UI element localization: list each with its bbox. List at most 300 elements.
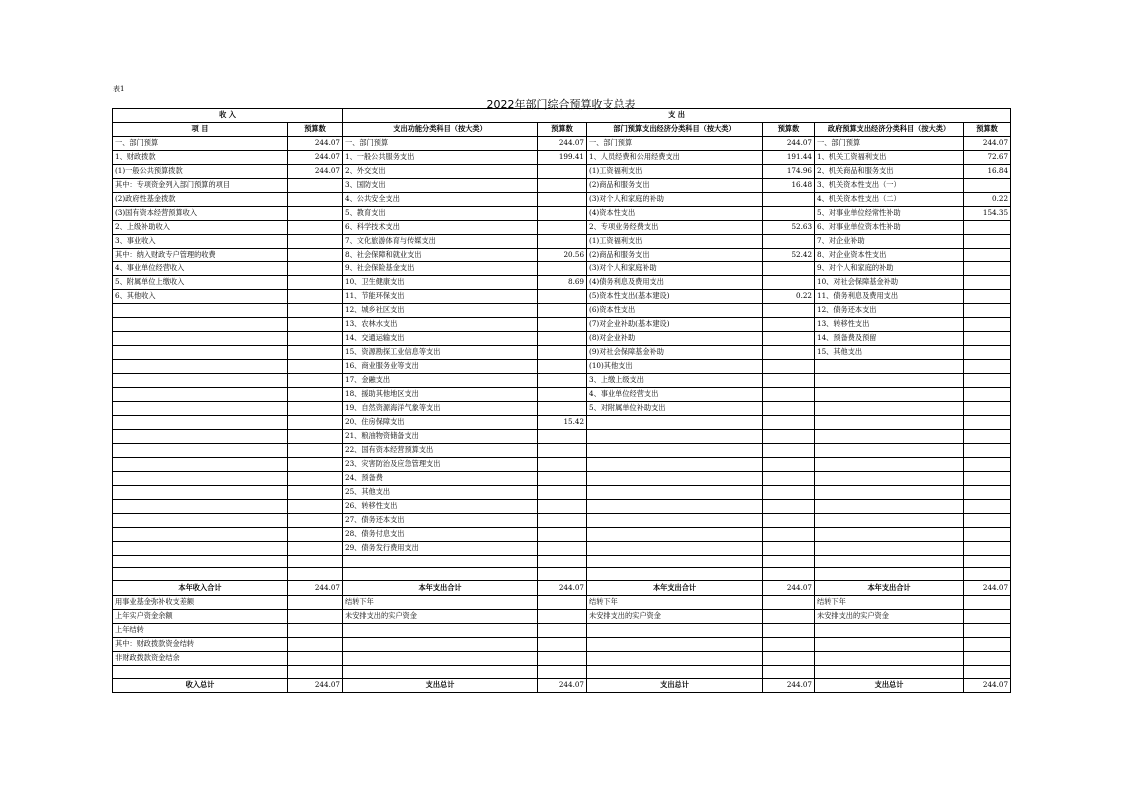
year-totals-row (113, 581, 1011, 596)
row-label-cell: (2)商品和服务支出 (587, 248, 763, 262)
row-label-cell: 5、教育支出 (343, 206, 538, 220)
row-label-cell (113, 388, 288, 402)
footer-value-cell (538, 595, 587, 609)
total-value-cell: 244.07 (763, 678, 815, 693)
row-label-cell: 13、农林水支出 (343, 318, 538, 332)
row-label-cell: 8、对企业资本性支出 (815, 248, 964, 262)
row-label-cell: (3)对个人和家庭补助 (587, 262, 763, 276)
table-row (113, 234, 1011, 248)
row-value-cell (538, 304, 587, 318)
row-value-cell (964, 429, 1011, 443)
footer-label-cell (343, 665, 538, 678)
table-row (113, 206, 1011, 220)
row-label-cell (587, 471, 763, 485)
row-label-cell: 10、卫生健康支出 (343, 276, 538, 290)
row-label-cell: 22、国有资本经营预算支出 (343, 443, 538, 457)
row-label-cell (587, 568, 763, 581)
row-value-cell (288, 388, 343, 402)
footer-label-cell (113, 665, 288, 678)
row-label-cell: 14、预备费及预留 (815, 332, 964, 346)
footer-label-cell: 上年实户资金余额 (113, 609, 288, 623)
row-value-cell: 15.42 (538, 415, 587, 429)
row-label-cell: (2)政府性基金拨款 (113, 192, 288, 206)
row-label-cell: 2、专项业务经费支出 (587, 220, 763, 234)
row-label-cell (113, 541, 288, 555)
footer-label-cell: 未安排支出的实户资金 (815, 609, 964, 623)
footer-label-cell (815, 623, 964, 637)
row-value-cell (964, 346, 1011, 360)
row-label-cell: 11、债务利息及费用支出 (815, 290, 964, 304)
row-value-cell (763, 206, 815, 220)
footer-label-cell (815, 651, 964, 665)
row-label-cell: 5、附属单位上缴收入 (113, 276, 288, 290)
row-value-cell: 244.07 (288, 164, 343, 178)
row-label-cell (815, 485, 964, 499)
row-value-cell (763, 513, 815, 527)
row-value-cell (964, 415, 1011, 429)
row-label-cell: 12、债务还本支出 (815, 304, 964, 318)
row-label-cell (815, 527, 964, 541)
row-value-cell (964, 276, 1011, 290)
row-label-cell: 11、节能环保支出 (343, 290, 538, 304)
table-row (113, 318, 1011, 332)
row-value-cell: 174.96 (763, 164, 815, 178)
row-label-cell: 1、机关工资福利支出 (815, 150, 964, 164)
table-row (113, 262, 1011, 276)
row-value-cell (964, 220, 1011, 234)
footer-label-cell (343, 651, 538, 665)
row-label-cell: (9)对社会保障基金补助 (587, 346, 763, 360)
footer-row (113, 637, 1011, 651)
row-label-cell (815, 429, 964, 443)
table-row (113, 388, 1011, 402)
row-value-cell: 154.35 (964, 206, 1011, 220)
footer-label-cell (587, 665, 763, 678)
footer-label-cell (343, 623, 538, 637)
row-value-cell (964, 304, 1011, 318)
row-label-cell: 25、其他支出 (343, 485, 538, 499)
footer-value-cell (538, 609, 587, 623)
row-value-cell (538, 178, 587, 192)
row-value-cell: 244.07 (288, 150, 343, 164)
footer-label-cell: 用事业基金弥补收支差额 (113, 595, 288, 609)
footer-value-cell (288, 651, 343, 665)
total-value-cell: 244.07 (964, 678, 1011, 693)
footer-value-cell (763, 665, 815, 678)
row-label-cell: 4、机关资本性支出（二） (815, 192, 964, 206)
table-row (113, 402, 1011, 416)
footer-value-cell (763, 637, 815, 651)
row-value-cell (538, 568, 587, 581)
row-label-cell (343, 568, 538, 581)
row-value-cell (538, 555, 587, 568)
total-label-cell: 支出总计 (587, 678, 763, 693)
row-label-cell (113, 318, 288, 332)
row-value-cell (964, 178, 1011, 192)
row-value-cell (538, 360, 587, 374)
row-label-cell (587, 415, 763, 429)
footer-value-cell (538, 651, 587, 665)
row-value-cell: 244.07 (964, 136, 1011, 150)
row-label-cell: 17、金融支出 (343, 374, 538, 388)
row-value-cell (964, 513, 1011, 527)
table-row (113, 471, 1011, 485)
row-label-cell: 19、自然资源海洋气象等支出 (343, 402, 538, 416)
row-label-cell (113, 471, 288, 485)
row-value-cell (763, 485, 815, 499)
row-value-cell: 16.48 (763, 178, 815, 192)
row-label-cell (113, 429, 288, 443)
row-value-cell: 244.07 (288, 136, 343, 150)
footer-value-cell (538, 637, 587, 651)
header-row-columns (113, 122, 1011, 136)
row-value-cell (288, 499, 343, 513)
row-value-cell (964, 471, 1011, 485)
total-label-cell: 本年支出合计 (815, 581, 964, 596)
row-label-cell: (1)工资福利支出 (587, 164, 763, 178)
footer-label-cell: 其中：财政拨款资金结转 (113, 637, 288, 651)
table-row (113, 164, 1011, 178)
table-row (113, 136, 1011, 150)
footer-value-cell (763, 623, 815, 637)
row-label-cell: (6)资本性支出 (587, 304, 763, 318)
row-label-cell: 15、其他支出 (815, 346, 964, 360)
row-label-cell (815, 513, 964, 527)
row-label-cell: 28、债务付息支出 (343, 527, 538, 541)
footer-row (113, 665, 1011, 678)
row-value-cell (288, 555, 343, 568)
row-label-cell (815, 457, 964, 471)
row-value-cell: 244.07 (763, 136, 815, 150)
row-label-cell (815, 402, 964, 416)
row-label-cell (815, 374, 964, 388)
row-label-cell (815, 360, 964, 374)
row-value-cell (288, 234, 343, 248)
row-value-cell (288, 332, 343, 346)
row-value-cell (964, 318, 1011, 332)
row-value-cell: 0.22 (763, 290, 815, 304)
row-value-cell (763, 541, 815, 555)
row-value-cell: 191.44 (763, 150, 815, 164)
row-label-cell: 2、上级补助收入 (113, 220, 288, 234)
row-label-cell (587, 513, 763, 527)
gov-economic-column-header: 政府预算支出经济分类科目（按大类） (815, 122, 964, 136)
row-label-cell: (3)国有资本经营预算收入 (113, 206, 288, 220)
row-value-cell (538, 402, 587, 416)
row-label-cell: 7、对企业补助 (815, 234, 964, 248)
footer-value-cell (288, 637, 343, 651)
row-label-cell (113, 499, 288, 513)
row-value-cell (538, 457, 587, 471)
table-row (113, 374, 1011, 388)
row-label-cell: 6、对事业单位资本性补助 (815, 220, 964, 234)
row-value-cell (538, 290, 587, 304)
table-row (113, 220, 1011, 234)
row-label-cell: 3、机关资本性支出（一） (815, 178, 964, 192)
budget-summary-table (112, 108, 1011, 693)
row-value-cell (288, 192, 343, 206)
footer-value-cell (288, 609, 343, 623)
row-label-cell: 3、上缴上级支出 (587, 374, 763, 388)
row-value-cell (288, 220, 343, 234)
footer-label-cell: 上年结转 (113, 623, 288, 637)
row-label-cell: 6、其他收入 (113, 290, 288, 304)
footer-row (113, 623, 1011, 637)
table-row (113, 178, 1011, 192)
row-value-cell (538, 527, 587, 541)
row-label-cell: 1、财政拨款 (113, 150, 288, 164)
row-value-cell (763, 415, 815, 429)
row-label-cell (113, 332, 288, 346)
row-value-cell (538, 164, 587, 178)
total-label-cell: 本年收入合计 (113, 581, 288, 596)
row-value-cell (763, 568, 815, 581)
total-value-cell: 244.07 (763, 581, 815, 596)
table-row (113, 429, 1011, 443)
row-label-cell (113, 513, 288, 527)
row-value-cell (288, 248, 343, 262)
row-value-cell (288, 443, 343, 457)
row-label-cell: 8、社会保障和就业支出 (343, 248, 538, 262)
row-value-cell (763, 429, 815, 443)
row-label-cell (815, 443, 964, 457)
row-label-cell: 10、对社会保障基金补助 (815, 276, 964, 290)
footer-value-cell (964, 623, 1011, 637)
row-value-cell (763, 471, 815, 485)
row-value-cell (763, 374, 815, 388)
row-value-cell (538, 220, 587, 234)
total-label-cell: 支出总计 (343, 678, 538, 693)
row-label-cell: 1、人员经费和公用经费支出 (587, 150, 763, 164)
row-label-cell: 2、外交支出 (343, 164, 538, 178)
table-row (113, 485, 1011, 499)
footer-value-cell (288, 595, 343, 609)
total-value-cell: 244.07 (288, 581, 343, 596)
row-label-cell (587, 457, 763, 471)
row-value-cell (288, 429, 343, 443)
row-value-cell (763, 262, 815, 276)
row-label-cell (587, 555, 763, 568)
row-value-cell (288, 471, 343, 485)
table-row (113, 360, 1011, 374)
row-value-cell (964, 499, 1011, 513)
row-value-cell (538, 485, 587, 499)
row-value-cell (763, 346, 815, 360)
table-row (113, 457, 1011, 471)
row-label-cell: 6、科学技术支出 (343, 220, 538, 234)
table-row (113, 568, 1011, 581)
row-value-cell (964, 485, 1011, 499)
row-label-cell (113, 443, 288, 457)
row-label-cell (113, 485, 288, 499)
row-value-cell: 244.07 (538, 136, 587, 150)
row-label-cell: 16、商业服务业等支出 (343, 360, 538, 374)
row-label-cell: 21、粮油物资储备支出 (343, 429, 538, 443)
footer-row (113, 595, 1011, 609)
row-label-cell: 其中：纳入财政专户管理的收费 (113, 248, 288, 262)
row-value-cell (288, 276, 343, 290)
footer-value-cell (538, 623, 587, 637)
row-label-cell (113, 346, 288, 360)
row-value-cell (763, 555, 815, 568)
row-label-cell (343, 555, 538, 568)
footer-label-cell: 非财政拨款资金结余 (113, 651, 288, 665)
row-label-cell: 4、事业单位经营收入 (113, 262, 288, 276)
row-value-cell (288, 527, 343, 541)
row-label-cell (815, 388, 964, 402)
row-value-cell (538, 234, 587, 248)
table-row (113, 290, 1011, 304)
row-value-cell (763, 234, 815, 248)
row-label-cell (113, 555, 288, 568)
row-label-cell: 其中：专项资金列入部门预算的项目 (113, 178, 288, 192)
footer-label-cell (587, 637, 763, 651)
table-row (113, 346, 1011, 360)
row-value-cell (763, 527, 815, 541)
footer-label-cell: 结转下年 (343, 595, 538, 609)
footer-label-cell (587, 623, 763, 637)
row-value-cell (763, 388, 815, 402)
footer-value-cell (538, 665, 587, 678)
row-value-cell (763, 443, 815, 457)
table-row (113, 248, 1011, 262)
footer-label-cell: 结转下年 (815, 595, 964, 609)
footer-value-cell (964, 637, 1011, 651)
row-value-cell (538, 318, 587, 332)
row-label-cell (587, 541, 763, 555)
total-label-cell: 本年支出合计 (343, 581, 538, 596)
row-value-cell (538, 513, 587, 527)
row-label-cell: (4)资本性支出 (587, 206, 763, 220)
row-value-cell (964, 555, 1011, 568)
row-label-cell: 1、一般公共服务支出 (343, 150, 538, 164)
row-value-cell (964, 443, 1011, 457)
row-label-cell (113, 402, 288, 416)
row-label-cell: 一、部门预算 (343, 136, 538, 150)
table-row (113, 192, 1011, 206)
table-row (113, 527, 1011, 541)
row-value-cell (288, 206, 343, 220)
row-label-cell: (2)商品和服务支出 (587, 178, 763, 192)
row-value-cell (964, 541, 1011, 555)
row-label-cell: (1)工资福利支出 (587, 234, 763, 248)
row-value-cell (288, 346, 343, 360)
table-row (113, 150, 1011, 164)
row-value-cell (538, 471, 587, 485)
total-value-cell: 244.07 (538, 678, 587, 693)
row-label-cell: 18、援助其他地区支出 (343, 388, 538, 402)
row-value-cell (763, 457, 815, 471)
row-label-cell: 9、对个人和家庭的补助 (815, 262, 964, 276)
row-value-cell (288, 402, 343, 416)
header-row-sections (113, 109, 1011, 123)
footer-value-cell (763, 595, 815, 609)
table-body (113, 109, 1011, 693)
footer-value-cell (964, 595, 1011, 609)
row-label-cell: (10)其他支出 (587, 360, 763, 374)
table-row (113, 276, 1011, 290)
page-title: 2022年部门综合预算收支总表 (486, 98, 636, 111)
row-value-cell (964, 290, 1011, 304)
footer-label-cell: 结转下年 (587, 595, 763, 609)
row-label-cell (815, 541, 964, 555)
row-value-cell (538, 499, 587, 513)
row-value-cell: 20.56 (538, 248, 587, 262)
row-label-cell: 23、灾害防治及应急管理支出 (343, 457, 538, 471)
footer-value-cell (763, 609, 815, 623)
row-label-cell (815, 499, 964, 513)
row-value-cell: 52.63 (763, 220, 815, 234)
row-label-cell: 15、资源勘探工业信息等支出 (343, 346, 538, 360)
footer-label-cell (587, 651, 763, 665)
row-label-cell (587, 485, 763, 499)
budget-column-header: 预算数 (763, 122, 815, 136)
row-label-cell: 一、部门预算 (113, 136, 288, 150)
footer-row (113, 609, 1011, 623)
income-section-header: 收 入 (113, 109, 343, 123)
row-label-cell: 一、部门预算 (587, 136, 763, 150)
row-value-cell (964, 527, 1011, 541)
row-value-cell (964, 248, 1011, 262)
row-label-cell: (3)对个人和家庭的补助 (587, 192, 763, 206)
budget-column-header: 预算数 (288, 122, 343, 136)
row-label-cell (587, 429, 763, 443)
row-value-cell (964, 388, 1011, 402)
row-value-cell (288, 457, 343, 471)
row-label-cell: 一、部门预算 (815, 136, 964, 150)
row-value-cell (288, 178, 343, 192)
expense-section-header: 支 出 (343, 109, 1011, 123)
row-label-cell (113, 457, 288, 471)
row-label-cell (815, 568, 964, 581)
row-value-cell (288, 415, 343, 429)
row-value-cell (763, 318, 815, 332)
row-value-cell (538, 388, 587, 402)
table-row (113, 415, 1011, 429)
row-label-cell: 13、转移性支出 (815, 318, 964, 332)
budget-column-header: 预算数 (964, 122, 1011, 136)
total-value-cell: 244.07 (538, 581, 587, 596)
total-label-cell: 支出总计 (815, 678, 964, 693)
row-label-cell: (7)对企业补助(基本建设) (587, 318, 763, 332)
row-label-cell: 4、事业单位经营支出 (587, 388, 763, 402)
row-label-cell: 20、住房保障支出 (343, 415, 538, 429)
footer-value-cell (763, 651, 815, 665)
row-value-cell (763, 499, 815, 513)
row-label-cell (113, 360, 288, 374)
footer-row (113, 651, 1011, 665)
row-label-cell: 14、交通运输支出 (343, 332, 538, 346)
row-value-cell (964, 234, 1011, 248)
row-value-cell: 199.41 (538, 150, 587, 164)
row-label-cell: 9、社会保险基金支出 (343, 262, 538, 276)
footer-value-cell (964, 651, 1011, 665)
row-value-cell (763, 304, 815, 318)
row-value-cell (763, 276, 815, 290)
budget-column-header: 预算数 (538, 122, 587, 136)
row-value-cell: 72.67 (964, 150, 1011, 164)
row-value-cell (538, 206, 587, 220)
row-label-cell: (1)一般公共预算拨款 (113, 164, 288, 178)
footer-label-cell (815, 665, 964, 678)
footer-label-cell (815, 637, 964, 651)
row-value-cell (538, 262, 587, 276)
footer-label-cell (343, 637, 538, 651)
row-label-cell: 3、事业收入 (113, 234, 288, 248)
table-row (113, 541, 1011, 555)
grand-totals-row (113, 678, 1011, 693)
row-value-cell (538, 192, 587, 206)
